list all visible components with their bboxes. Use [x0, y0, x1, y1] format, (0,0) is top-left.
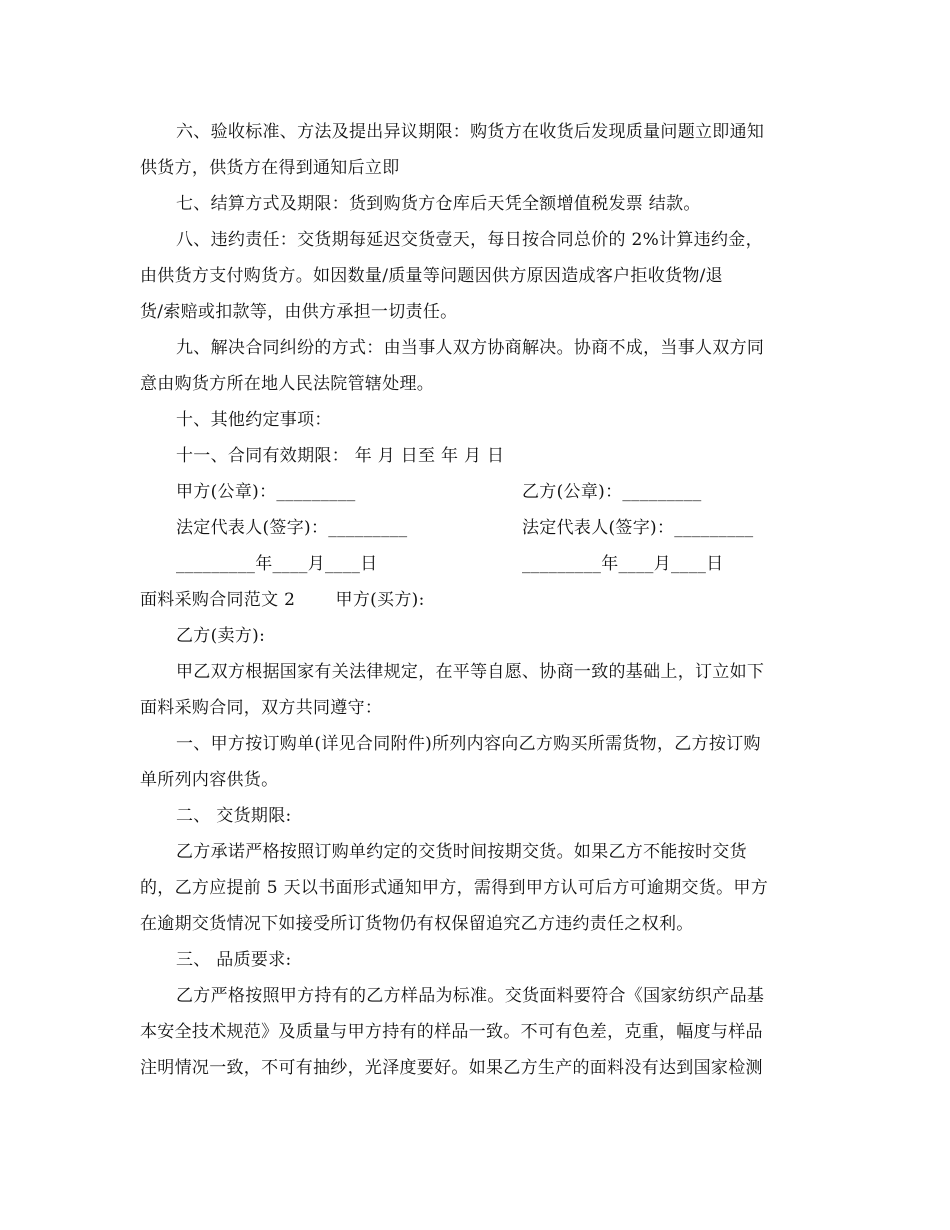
clause-8-line-1: 八、违约责任：交货期每延迟交货壹天，每日按合同总价的 2%计算违约金，	[176, 230, 763, 250]
article-3-line-3: 注明情况一致，不可有抽纱，光泽度要好。如果乙方生产的面料没有达到国家检测	[140, 1058, 763, 1078]
contract-2-intro-line-2: 面料采购合同，双方共同遵守：	[140, 698, 383, 718]
contract-2-title: 面料采购合同范文 2 甲方(买方):	[140, 590, 425, 610]
clause-11-line-1: 十一、合同有效期限： 年 月 日至 年 月 日	[176, 446, 505, 466]
article-3-line-1: 乙方严格按照甲方持有的乙方样品为标准。交货面料要符合《国家纺织产品基	[176, 986, 765, 1006]
article-1-line-2: 单所列内容供货。	[140, 770, 279, 790]
party-a-date: _________年____月____日	[176, 554, 378, 574]
article-3-title: 三、 品质要求:	[176, 950, 292, 970]
clause-6-line-2: 供货方，供货方在得到通知后立即	[140, 158, 400, 178]
clause-9-line-1: 九、解决合同纠纷的方式：由当事人双方协商解决。协商不成，当事人双方同	[176, 338, 765, 358]
clause-7-line-1: 七、结算方式及期限：货到购货方仓库后天凭全额增值税发票 结款。	[176, 194, 701, 214]
clause-9-line-2: 意由购货方所在地人民法院管辖处理。	[140, 374, 435, 394]
party-b-date: _________年____月____日	[522, 554, 724, 574]
clause-6-line-1: 六、验收标准、方法及提出异议期限：购货方在收货后发现质量问题立即通知	[176, 122, 765, 142]
article-2-title: 二、 交货期限:	[176, 806, 292, 826]
party-b-seal: 乙方(公章)：_________	[522, 482, 702, 502]
article-2-line-2: 的，乙方应提前 5 天以书面形式通知甲方，需得到甲方认可后方可逾期交货。甲方	[140, 878, 769, 898]
clause-8-line-3: 货/索赔或扣款等，由供方承担一切责任。	[140, 302, 458, 322]
article-1-line-1: 一、甲方按订购单(详见合同附件)所列内容向乙方购买所需货物，乙方按订购	[176, 734, 761, 754]
party-b-rep: 法定代表人(签字)：_________	[522, 518, 754, 538]
contract-2-party-b: 乙方(卖方):	[176, 626, 266, 646]
party-a-rep: 法定代表人(签字)：_________	[176, 518, 408, 538]
article-2-line-1: 乙方承诺严格按照订购单约定的交货时间按期交货。如果乙方不能按时交货	[176, 842, 747, 862]
contract-2-intro-line-1: 甲乙双方根据国家有关法律规定，在平等自愿、协商一致的基础上，订立如下	[176, 662, 765, 682]
article-2-line-3: 在逾期交货情况下如接受所订货物仍有权保留追究乙方违约责任之权利。	[140, 914, 694, 934]
article-3-line-2: 本安全技术规范》及质量与甲方持有的样品一致。不可有色差，克重，幅度与样品	[140, 1022, 763, 1042]
party-a-seal: 甲方(公章)：_________	[176, 482, 356, 502]
clause-10-line-1: 十、其他约定事项：	[176, 410, 332, 430]
clause-8-line-2: 由供货方支付购货方。如因数量/质量等问题因供方原因造成客户拒收货物/退	[140, 266, 723, 286]
